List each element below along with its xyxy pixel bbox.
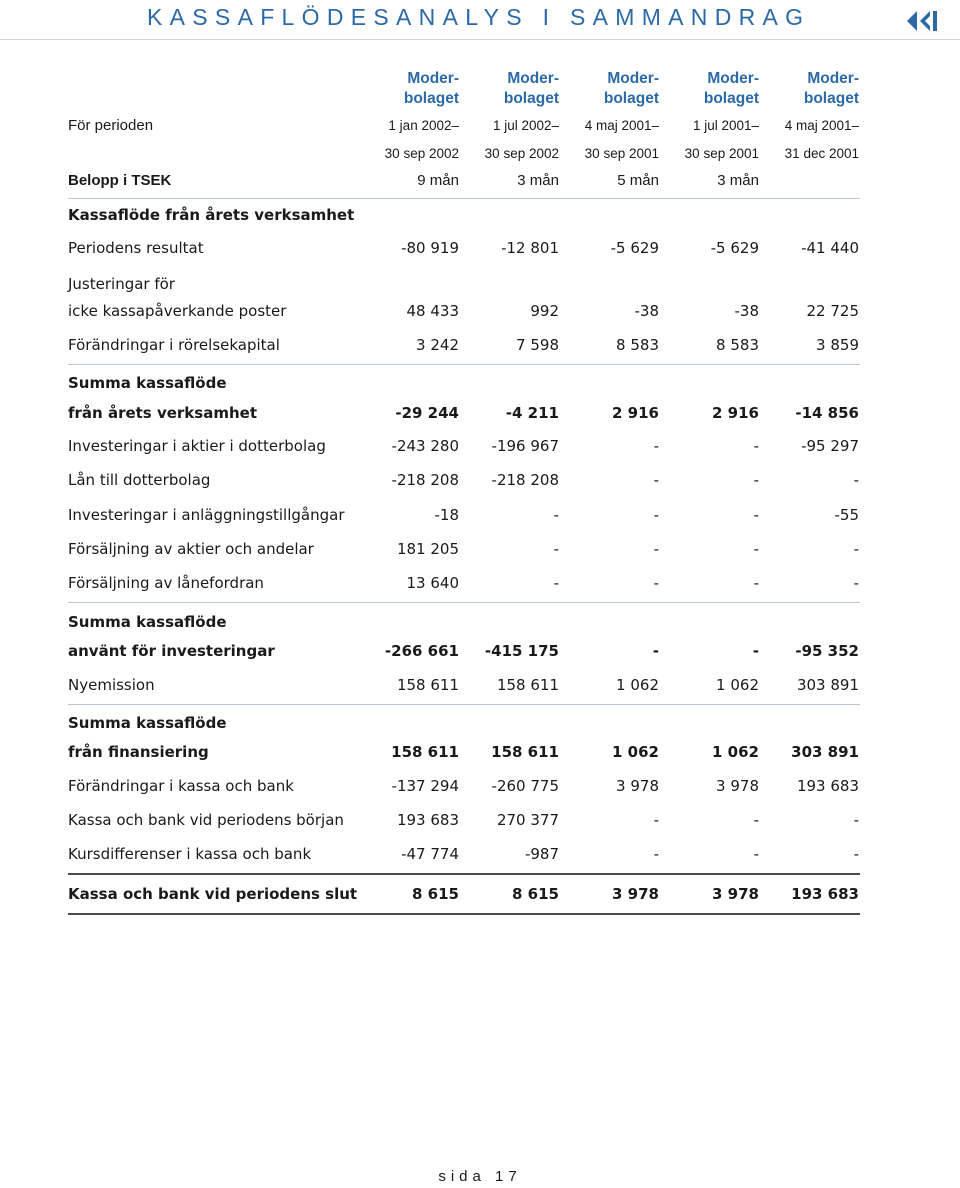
cell: 1 jul 2001–	[692, 118, 759, 133]
cell: 3 859	[816, 336, 859, 354]
cell: -	[653, 845, 659, 863]
cell: 3 978	[616, 777, 659, 795]
table-row	[0, 776, 960, 796]
cell: -	[753, 437, 759, 455]
row-label: Justeringar för	[68, 275, 175, 293]
divider	[68, 602, 860, 603]
cell: 9 mån	[417, 172, 459, 189]
column-header: Moder- bolaget	[803, 70, 859, 107]
cell: -4 211	[505, 404, 559, 422]
cell: 8 583	[616, 336, 659, 354]
section-heading: Kassaflöde från årets verksamhet	[68, 206, 355, 224]
cell: -5 629	[610, 239, 659, 257]
table-row	[0, 505, 960, 525]
cell: -	[553, 574, 559, 592]
cell: -	[753, 471, 759, 489]
cell: 158 611	[391, 743, 459, 761]
row-label: För perioden	[68, 117, 154, 134]
cell: 193 683	[396, 811, 459, 829]
cell: -	[753, 540, 759, 558]
cell: -	[653, 437, 659, 455]
cell: 992	[530, 302, 559, 320]
divider	[68, 364, 860, 365]
cell: -38	[734, 302, 759, 320]
table-row	[0, 274, 960, 294]
cell: -	[753, 845, 759, 863]
cell: -	[752, 642, 759, 660]
cell: -	[653, 811, 659, 829]
period-start-row	[0, 116, 960, 136]
cell: -	[853, 471, 859, 489]
cell: 30 sep 2002	[384, 146, 459, 161]
cell: -	[653, 540, 659, 558]
cell: -415 175	[484, 642, 559, 660]
cell: 3 978	[612, 885, 659, 903]
double-chevron-left-icon[interactable]	[905, 9, 939, 33]
cell: 158 611	[396, 676, 459, 694]
cell: -260 775	[491, 777, 559, 795]
row-label: använt för investeringar	[68, 642, 275, 660]
cell: -137 294	[391, 777, 459, 795]
cell: 8 615	[412, 885, 459, 903]
column-header: Moder- bolaget	[603, 70, 659, 107]
cell: -47 774	[401, 845, 459, 863]
summary-row	[0, 641, 960, 661]
cell: 181 205	[396, 540, 459, 558]
cell: 1 jan 2002–	[388, 118, 459, 133]
cell: -	[853, 845, 859, 863]
table-row	[0, 675, 960, 695]
row-label: Kassa och bank vid periodens slut	[68, 885, 358, 903]
divider	[68, 913, 860, 915]
divider	[68, 704, 860, 705]
row-label: Försäljning av aktier och andelar	[68, 540, 314, 558]
cell: 7 598	[516, 336, 559, 354]
cell: 2 916	[712, 404, 759, 422]
row-label: Nyemission	[68, 676, 155, 694]
cell: -	[853, 811, 859, 829]
cell: -29 244	[395, 404, 459, 422]
row-label: från årets verksamhet	[68, 404, 257, 422]
row-label: Investeringar i anläggningstillgångar	[68, 506, 345, 524]
cell: 5 mån	[617, 172, 659, 189]
row-label: Lån till dotterbolag	[68, 471, 211, 489]
row-label: icke kassapåverkande poster	[68, 302, 287, 320]
cell: 3 242	[416, 336, 459, 354]
row-label: Kassa och bank vid periodens början	[68, 811, 344, 829]
cell: 48 433	[406, 302, 459, 320]
cell: -987	[524, 845, 559, 863]
table-row	[0, 335, 960, 355]
cell: 3 978	[712, 885, 759, 903]
total-row	[0, 884, 960, 904]
row-label: Förändringar i kassa och bank	[68, 777, 294, 795]
cell: 30 sep 2001	[584, 146, 659, 161]
cell: -	[753, 574, 759, 592]
row-label: Förändringar i rörelsekapital	[68, 336, 280, 354]
table-row	[0, 539, 960, 559]
row-label: Kursdifferenser i kassa och bank	[68, 845, 312, 863]
summary-row	[0, 742, 960, 762]
summary-row	[0, 403, 960, 423]
cell: 30 sep 2001	[684, 146, 759, 161]
row-label: Belopp i TSEK	[68, 172, 172, 189]
summary-heading: Summa kassaflöde	[68, 714, 227, 732]
cell: -266 661	[384, 642, 459, 660]
cell: -	[753, 506, 759, 524]
cell: 1 062	[712, 743, 759, 761]
cell: 303 891	[796, 676, 859, 694]
cell: -243 280	[391, 437, 459, 455]
cell: -5 629	[710, 239, 759, 257]
cell: -218 208	[491, 471, 559, 489]
summary-heading: Summa kassaflöde	[68, 374, 227, 392]
cell: 13 640	[406, 574, 459, 592]
cell: -	[853, 540, 859, 558]
cell: -	[653, 471, 659, 489]
row-label: Periodens resultat	[68, 239, 204, 257]
table-row	[0, 436, 960, 456]
cell: 1 062	[716, 676, 759, 694]
cell: 270 377	[496, 811, 559, 829]
row-label: Försäljning av lånefordran	[68, 574, 264, 592]
page-title: KASSAFLÖDESANALYS I SAMMANDRAG	[147, 4, 811, 30]
cell: 158 611	[496, 676, 559, 694]
cell: -18	[434, 506, 459, 524]
table-row	[0, 238, 960, 258]
cell: -80 919	[401, 239, 459, 257]
column-header: Moder- bolaget	[703, 70, 759, 107]
cell: 2 916	[612, 404, 659, 422]
cell: 30 sep 2002	[484, 146, 559, 161]
row-label: från finansiering	[68, 743, 209, 761]
cell: -	[653, 574, 659, 592]
cell: -	[853, 574, 859, 592]
cell: 8 583	[716, 336, 759, 354]
table-row	[0, 470, 960, 490]
cell: 1 062	[616, 676, 659, 694]
cell: 8 615	[512, 885, 559, 903]
cell: -196 967	[491, 437, 559, 455]
table-row	[0, 301, 960, 321]
cell: 3 978	[716, 777, 759, 795]
row-label: Investeringar i aktier i dotterbolag	[68, 437, 326, 455]
cell: 193 683	[791, 885, 859, 903]
cell: 4 maj 2001–	[784, 118, 859, 133]
cell: -	[553, 540, 559, 558]
table-row	[0, 573, 960, 593]
cell: -12 801	[501, 239, 559, 257]
cell: 303 891	[791, 743, 859, 761]
unit-row	[0, 171, 960, 191]
cell: -	[753, 811, 759, 829]
table-row	[0, 810, 960, 830]
cell: 31 dec 2001	[784, 146, 859, 161]
cell: -218 208	[391, 471, 459, 489]
cell: 3 mån	[517, 172, 559, 189]
cell: 193 683	[796, 777, 859, 795]
cell: -95 297	[801, 437, 859, 455]
cell: -	[553, 506, 559, 524]
cell: -14 856	[795, 404, 859, 422]
divider	[68, 873, 860, 875]
column-header: Moder- bolaget	[503, 70, 559, 107]
divider	[68, 198, 860, 199]
summary-heading: Summa kassaflöde	[68, 613, 227, 631]
table-row	[0, 844, 960, 864]
cell: 22 725	[806, 302, 859, 320]
cell: 1 062	[612, 743, 659, 761]
cell: 158 611	[491, 743, 559, 761]
page-number: sida 17	[438, 1168, 522, 1185]
cell: 3 mån	[717, 172, 759, 189]
period-end-row	[0, 144, 960, 164]
cell: -	[653, 506, 659, 524]
cell: -95 352	[795, 642, 859, 660]
column-header: Moder- bolaget	[403, 70, 459, 107]
cell: 4 maj 2001–	[584, 118, 659, 133]
cell: -55	[834, 506, 859, 524]
cell: -38	[634, 302, 659, 320]
cell: -41 440	[801, 239, 859, 257]
page-header	[0, 0, 960, 40]
cell: 1 jul 2002–	[492, 118, 559, 133]
cell: -	[652, 642, 659, 660]
